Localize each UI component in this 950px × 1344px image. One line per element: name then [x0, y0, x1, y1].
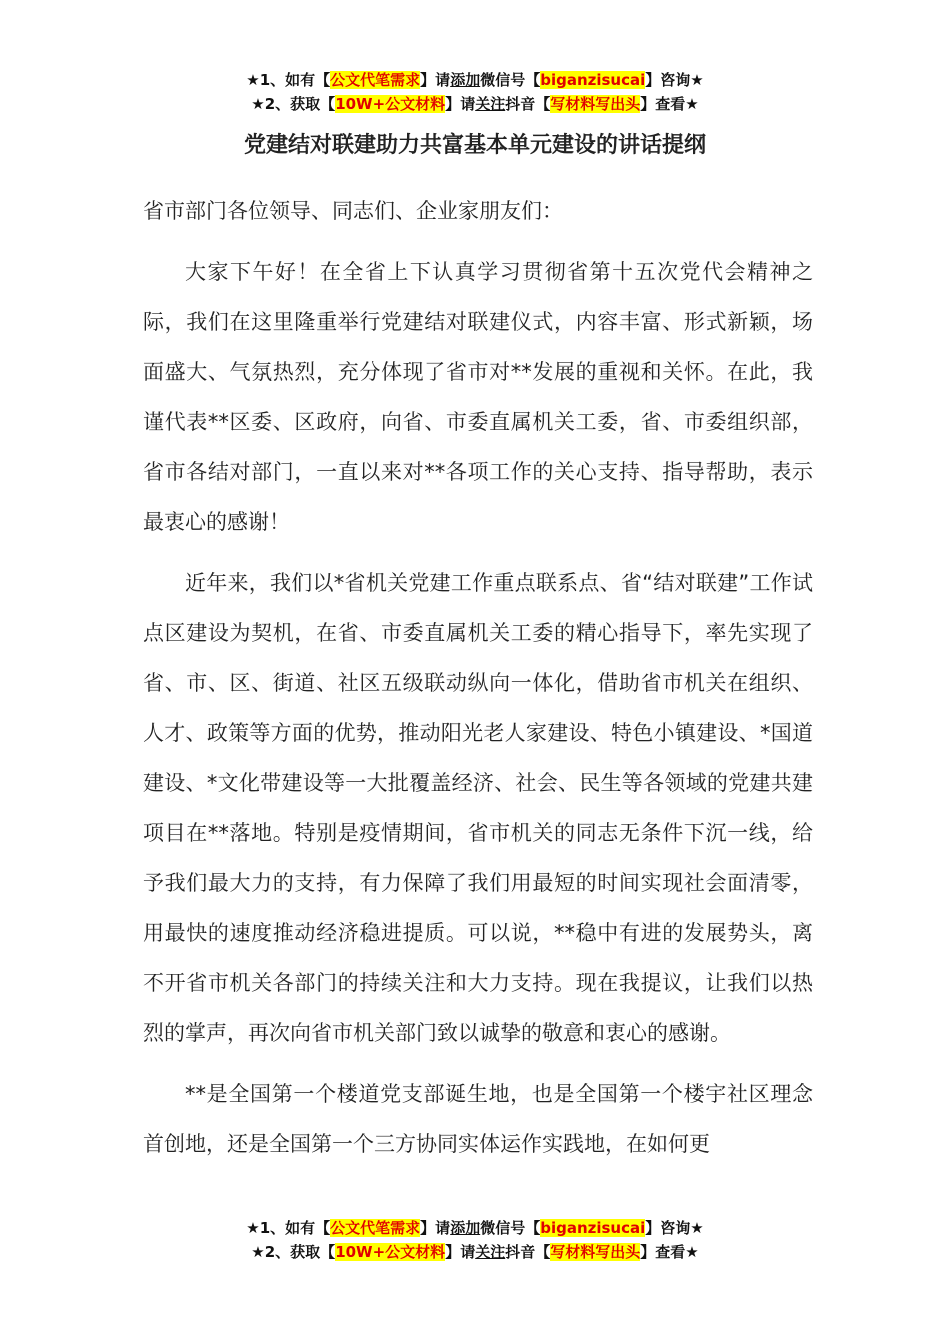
promo-text: ★1、如有【	[246, 1219, 331, 1237]
promo-line-1	[0, 68, 950, 92]
underlined-follow: 关注	[475, 95, 506, 113]
highlight-materials: 10W+公文材料	[335, 95, 446, 113]
promo-text: ★2、获取【	[251, 95, 336, 113]
promo-text: 】查看★	[640, 1243, 699, 1261]
paragraph: 大家下午好！在全省上下认真学习贯彻省第十五次党代会精神之际，我们在这里隆重举行党建结对联建仪式，内容丰富、形式新颖，场面盛大、气氛热烈，充分体现了省市对**发展的重视和关怀。在此，我谨代表**区委、区政府，向省、市委直属机关工委，省、市委组织部，省市各结对部门，一直以来对**各项工作的关心支持、指导帮助，表示最衷心的感谢！	[143, 260, 813, 534]
promo-text: ★1、如有【	[246, 71, 331, 89]
promo-text: 】请	[420, 71, 451, 89]
promo-text: 微信号【	[480, 1219, 541, 1237]
underlined-add: 添加	[450, 1219, 481, 1237]
paragraph: **是全国第一个楼道党支部诞生地，也是全国第一个楼宇社区理念首创地，还是全国第一个三方协同实体运作实践地，在如何更	[143, 1082, 813, 1156]
document-body	[143, 186, 813, 1180]
promo-text: 抖音【	[505, 95, 551, 113]
highlight-wechat-id: biganzisucai	[540, 1219, 646, 1237]
document-title: 党建结对联建助力共富基本单元建设的讲话提纲	[243, 133, 706, 158]
promo-line-2	[0, 92, 950, 116]
promo-text: 】请	[420, 1219, 451, 1237]
paragraph: 近年来，我们以*省机关党建工作重点联系点、省“结对联建”工作试点区建设为契机，在省、市委直属机关工委的精心指导下，率先实现了省、市、区、街道、社区五级联动纵向一体化，借助省市机关在组织、人才、政策等方面的优势，推动阳光老人家建设、特色小镇建设、*国道建设、*文化带建设等一大批覆盖经济、社会、民生等各领域的党建共建项目在**落地。特别是疫情期间，省市机关的同志无条件下沉一线，给予我们最大力的支持，有力保障了我们用最短的时间实现社会面清零，用最快的速度推动经济稳进提质。可以说，**稳中有进的发展势头，离不开省市机关各部门的持续关注和大力支持。现在我提议，让我们以热烈的掌声，再次向省市机关部门致以诚挚的敬意和衷心的感谢。	[143, 571, 813, 1045]
promo-text: 微信号【	[480, 71, 541, 89]
promo-banner-bottom	[0, 1216, 950, 1264]
highlight-douyin-account: 写材料写出头	[550, 95, 641, 113]
highlight-douyin-account: 写材料写出头	[550, 1243, 641, 1261]
promo-line-1	[0, 1216, 950, 1240]
highlight-materials: 10W+公文材料	[335, 1243, 446, 1261]
highlight-service: 公文代笔需求	[330, 71, 421, 89]
promo-text: 】请	[445, 1243, 476, 1261]
promo-line-2	[0, 1240, 950, 1264]
promo-text: 】查看★	[640, 95, 699, 113]
underlined-follow: 关注	[475, 1243, 506, 1261]
promo-text: ★2、获取【	[251, 1243, 336, 1261]
highlight-wechat-id: biganzisucai	[540, 71, 646, 89]
promo-text: 抖音【	[505, 1243, 551, 1261]
promo-text: 】咨询★	[645, 1219, 704, 1237]
salutation: 省市部门各位领导、同志们、企业家朋友们：	[143, 199, 563, 223]
promo-text: 】咨询★	[645, 71, 704, 89]
underlined-add: 添加	[450, 71, 481, 89]
highlight-service: 公文代笔需求	[330, 1219, 421, 1237]
promo-banner-top	[0, 68, 950, 116]
promo-text: 】请	[445, 95, 476, 113]
